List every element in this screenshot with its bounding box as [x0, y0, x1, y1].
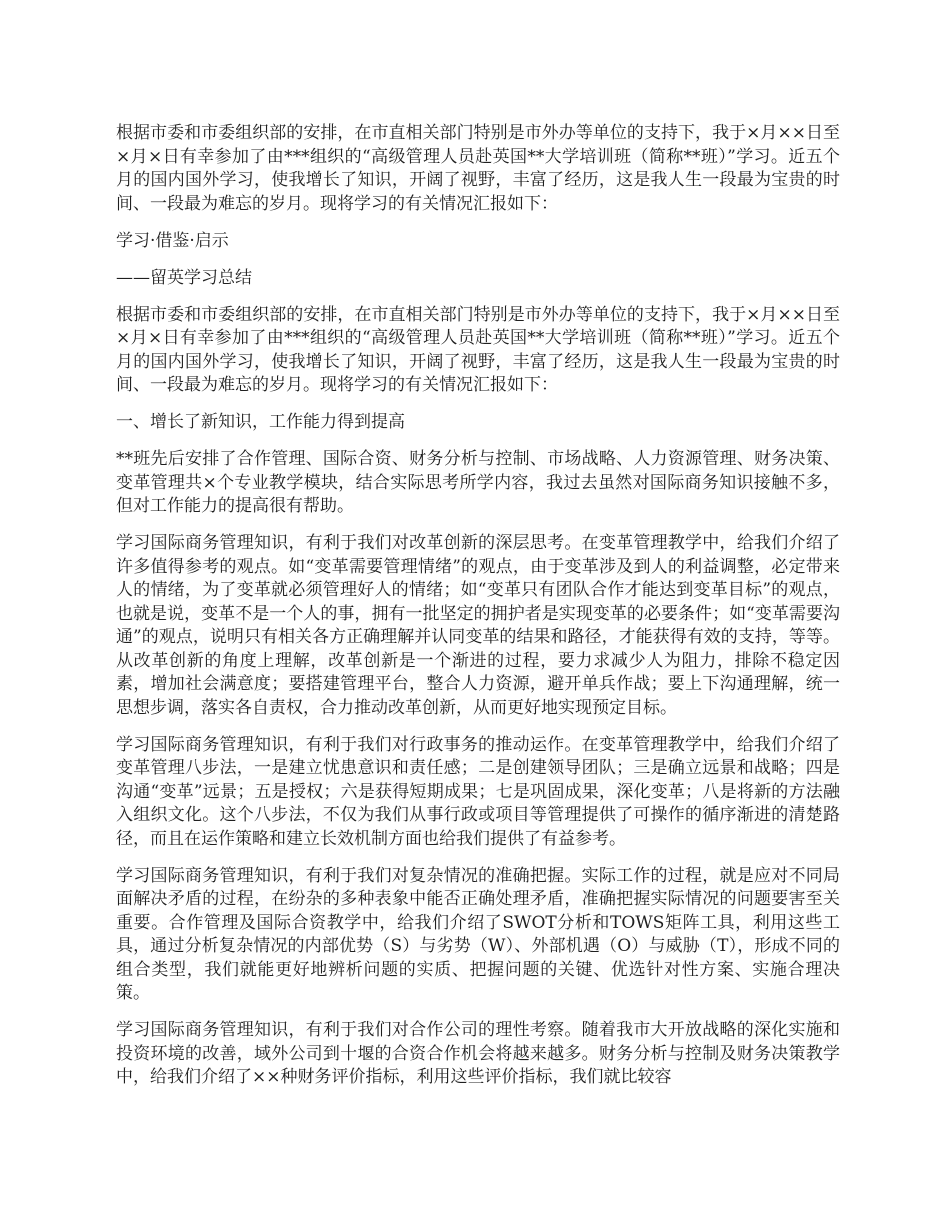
body-paragraph: 根据市委和市委组织部的安排，在市直相关部门特别是市外办等单位的支持下，我于×月××日至×月×日有幸参加了由***组织的“高级管理人员赴英国**大学培训班（简称**班）”学习。近五个月的国内国外学习，使我增长了知识，开阔了视野，丰富了经历，这是我人生一段最为宝贵的时间、一段最为难忘的岁月。现将学习的有关情况汇报如下： — [116, 304, 840, 395]
document-title: 学习·借鉴·启示 — [116, 230, 229, 251]
body-paragraph: **班先后安排了合作管理、国际合资、财务分析与控制、市场战略、人力资源管理、财务决策、变革管理共×个专业教学模块，结合实际思考所学内容，我过去虽然对国际商务知识接触不多，但对工作能力的提高很有帮助。 — [116, 449, 840, 516]
document-subtitle: ——留英学习总结 — [116, 267, 252, 288]
body-paragraph: 学习国际商务管理知识，有利于我们对改革创新的深层思考。在变革管理教学中，给我们介绍了许多值得参考的观点。如“变革需要管理情绪”的观点，由于变革涉及到人的利益调整，必定带来人的情绪，为了变革就必须管理好人的情绪；如“变革只有团队合作才能达到变革目标”的观点，也就是说，变革不是一个人的事，拥有一批坚定的拥护者是实现变革的必要条件；如“变革需要沟通”的观点，说明只有相关各方正确理解并认同变革的结果和路径，才能获得有效的支持，等等。从改革创新的角度上理解，改革创新是一个渐进的过程，要力求减少人为阻力，排除不稳定因素，增加社会满意度；要搭建管理平台，整合人力资源，避开单兵作战；要上下沟通理解，统一思想步调，落实各自责权，合力推动改革创新，从而更好地实现预定目标。 — [116, 533, 840, 718]
section-heading: 一、增长了新知识，工作能力得到提高 — [116, 412, 405, 432]
intro-paragraph: 根据市委和市委组织部的安排，在市直相关部门特别是市外办等单位的支持下，我于×月××日至×月×日有幸参加了由***组织的“高级管理人员赴英国**大学培训班（简称**班）”学习。近五个月的国内国外学习，使我增长了知识，开阔了视野，丰富了经历，这是我人生一段最为宝贵的时间、一段最为难忘的岁月。现将学习的有关情况汇报如下： — [116, 123, 840, 214]
body-paragraph: 学习国际商务管理知识，有利于我们对行政事务的推动运作。在变革管理教学中，给我们介绍了变革管理八步法，一是建立忧患意识和责任感；二是创建领导团队；三是确立远景和战略；四是沟通“变革”远景；五是授权；六是获得短期成果；七是巩固成果，深化变革；八是将新的方法融入组织文化。这个八步法，不仅为我们从事行政或项目等管理提供了可操作的循序渐进的清楚路径，而且在运作策略和建立长效机制方面也给我们提供了有益参考。 — [116, 734, 840, 849]
body-paragraph: 学习国际商务管理知识，有利于我们对合作公司的理性考察。随着我市大开放战略的深化实施和投资环境的改善，域外公司到十堰的合资合作机会将越来越多。财务分析与控制及财务决策教学中，给我们介绍了××种财务评价指标，利用这些评价指标，我们就比较容 — [116, 1020, 840, 1087]
body-paragraph: 学习国际商务管理知识，有利于我们对复杂情况的准确把握。实际工作的过程，就是应对不同局面解决矛盾的过程，在纷杂的多种表象中能否正确处理矛盾，准确把握实际情况的问题要害至关重要。合作管理及国际合资教学中，给我们介绍了SWOT分析和TOWS矩阵工具，利用这些工具，通过分析复杂情况的内部优势（S）与劣势（W）、外部机遇（O）与威胁（T），形成不同的组合类型，我们就能更好地辨析问题的实质、把握问题的关键、优选针对性方案、实施合理决策。 — [116, 865, 840, 1003]
document-body — [116, 122, 840, 1103]
